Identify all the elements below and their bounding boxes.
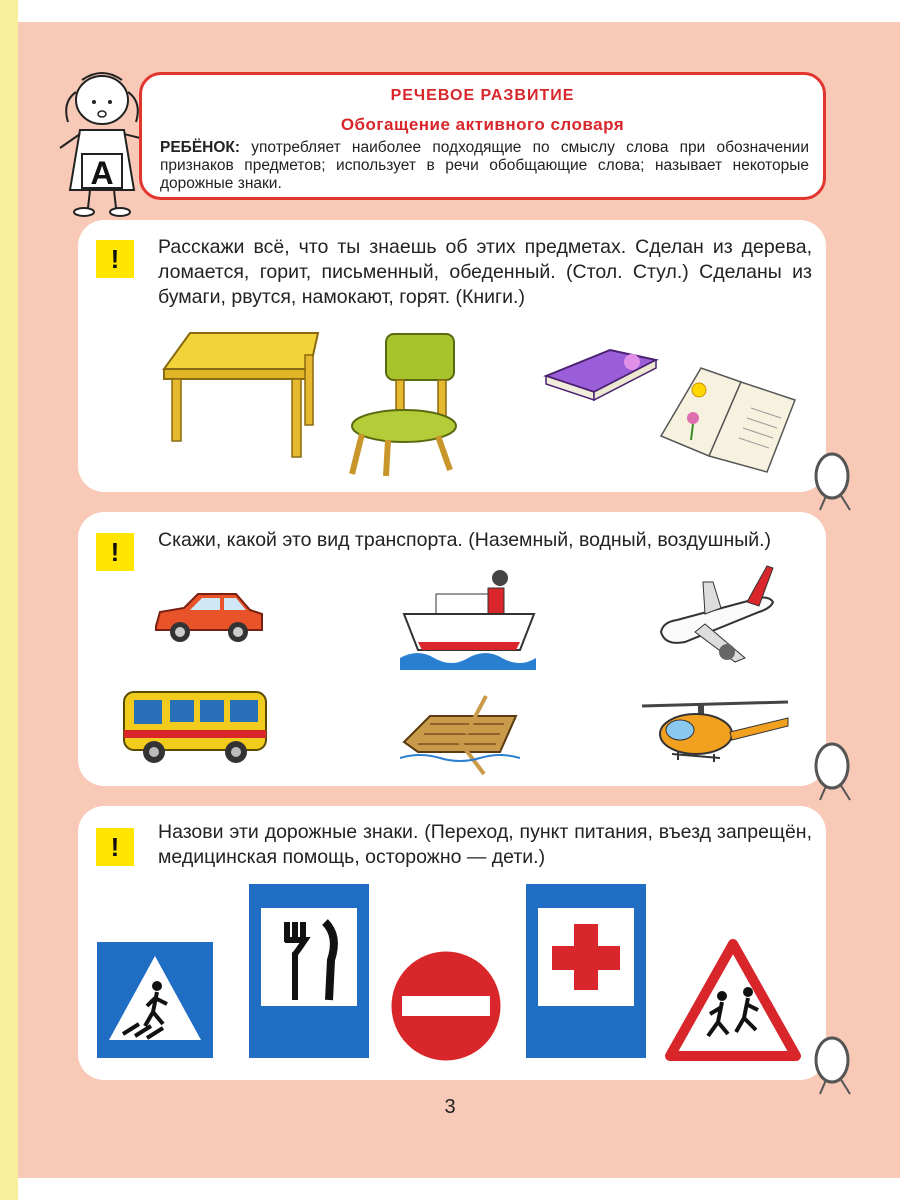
exclamation-marker-icon: ! — [96, 828, 134, 866]
section-subtitle: Обогащение активного словаря — [340, 115, 625, 134]
child-label: РЕБЁНОК: — [160, 139, 241, 156]
task-3-text: Назови эти дорожные знаки. (Переход, пункт питания, въезд запрещён, медицинская помощь, осторожно — дети.) — [158, 821, 812, 868]
page-number: 3 — [444, 1096, 456, 1118]
section-title: РЕЧЕВОЕ РАЗВИТИЕ — [390, 87, 575, 104]
bus-icon — [120, 686, 270, 768]
magnifier-q-icon — [812, 740, 856, 806]
mascot-girl-icon — [52, 70, 152, 218]
child-description: употребляет наиболее подходящие по смыслу слова при обозначении признаков предметов; использует в речи обобщающие слова; называет некоторые дорожные знаки. — [160, 139, 809, 192]
exclamation-marker-icon: ! — [96, 240, 134, 278]
helicopter-icon — [638, 696, 798, 772]
task-2-text: Скажи, какой это вид транспорта. (Наземный, водный, воздушный.) — [158, 529, 772, 551]
magnifier-q-icon — [812, 1034, 856, 1100]
medical-sign-icon — [524, 882, 648, 1060]
open-book-icon — [655, 360, 800, 478]
mascot-letter: А — [90, 155, 114, 191]
no-entry-sign-icon — [388, 948, 504, 1064]
objectives-text — [160, 139, 809, 193]
boat-icon — [400, 694, 520, 778]
food-sign-icon — [247, 882, 371, 1060]
children-sign-icon — [664, 938, 802, 1062]
task-1-text: Расскажи всё, что ты знаешь об этих предметах. Сделан из дерева, ломается, горит, письменный, обеденный. (Стол. Стул.) Сделаны из бумаги, рвутся, намокают, горят. (Книги.) — [158, 236, 812, 308]
car-icon — [150, 588, 266, 646]
chair-icon — [346, 330, 458, 478]
margin-strip — [0, 0, 18, 1200]
closed-book-icon — [540, 346, 662, 404]
ship-icon — [400, 566, 538, 674]
crosswalk-sign-icon — [95, 940, 215, 1060]
airplane-icon — [655, 562, 779, 668]
table-icon — [160, 325, 325, 460]
magnifier-q-icon — [812, 450, 856, 516]
exclamation-marker-icon: ! — [96, 533, 134, 571]
objectives-box — [139, 72, 826, 200]
